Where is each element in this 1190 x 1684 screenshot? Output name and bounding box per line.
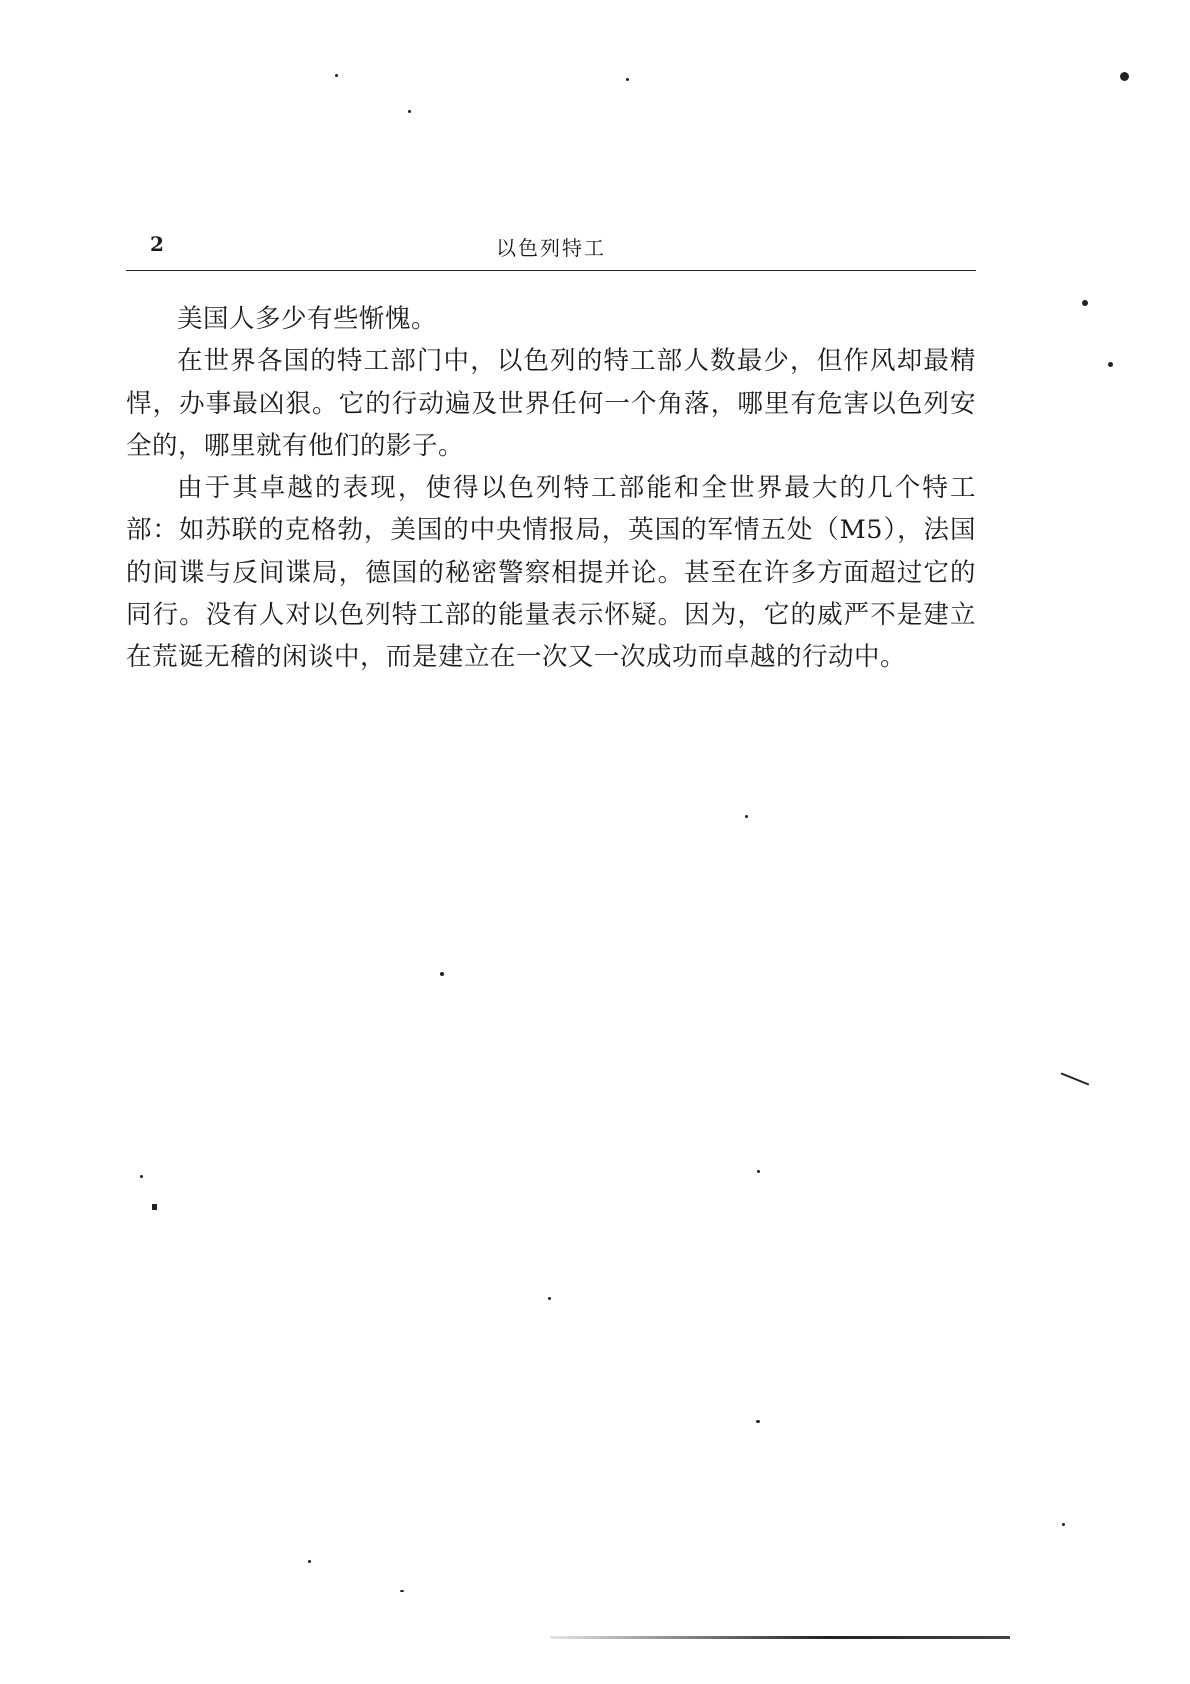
- scan-speck: [440, 972, 444, 976]
- running-header-title: 以色列特工: [496, 236, 606, 260]
- paragraph: 由于其卓越的表现，使得以色列特工部能和全世界最大的几个特工部：如苏联的克格勃，美国的中央情报局，英国的军情五处（M5），法国的间谍与反间谍局，德国的秘密警察相提并论。甚至在许多方面超过它的同行。没有人对以色列特工部的能量表示怀疑。因为，它的威严不是建立在荒诞无稽的闲谈中，而是建立在一次又一次成功而卓越的行动中。: [126, 473, 976, 673]
- scan-speck: [308, 1560, 311, 1563]
- scan-speck: [757, 1170, 760, 1173]
- scan-edge-line: [550, 1636, 1010, 1639]
- scan-speck: [1120, 72, 1129, 81]
- scan-speck: [548, 1297, 551, 1300]
- scan-speck: [1082, 300, 1088, 306]
- paragraph: 在世界各国的特工部门中，以色列的特工部人数最少，但作风却最精悍，办事最凶狠。它的行动遍及世界任何一个角落，哪里有危害以色列安全的，哪里就有他们的影子。: [126, 346, 976, 461]
- body-text: [126, 298, 976, 679]
- scan-speck: [335, 74, 338, 77]
- scan-speck: [408, 110, 411, 113]
- running-header: [126, 230, 976, 271]
- scan-speck: [1062, 1523, 1065, 1526]
- scan-speck: [152, 1204, 157, 1210]
- scan-speck: [756, 1420, 760, 1423]
- scan-speck: [140, 1175, 143, 1178]
- scan-speck: [400, 1590, 404, 1592]
- page-number: 2: [150, 232, 164, 256]
- paragraph: 美国人多少有些惭愧。: [177, 304, 438, 334]
- scan-speck: [1061, 1072, 1090, 1085]
- scan-speck: [626, 78, 629, 81]
- scan-speck: [745, 815, 748, 818]
- scan-speck: [1108, 362, 1113, 367]
